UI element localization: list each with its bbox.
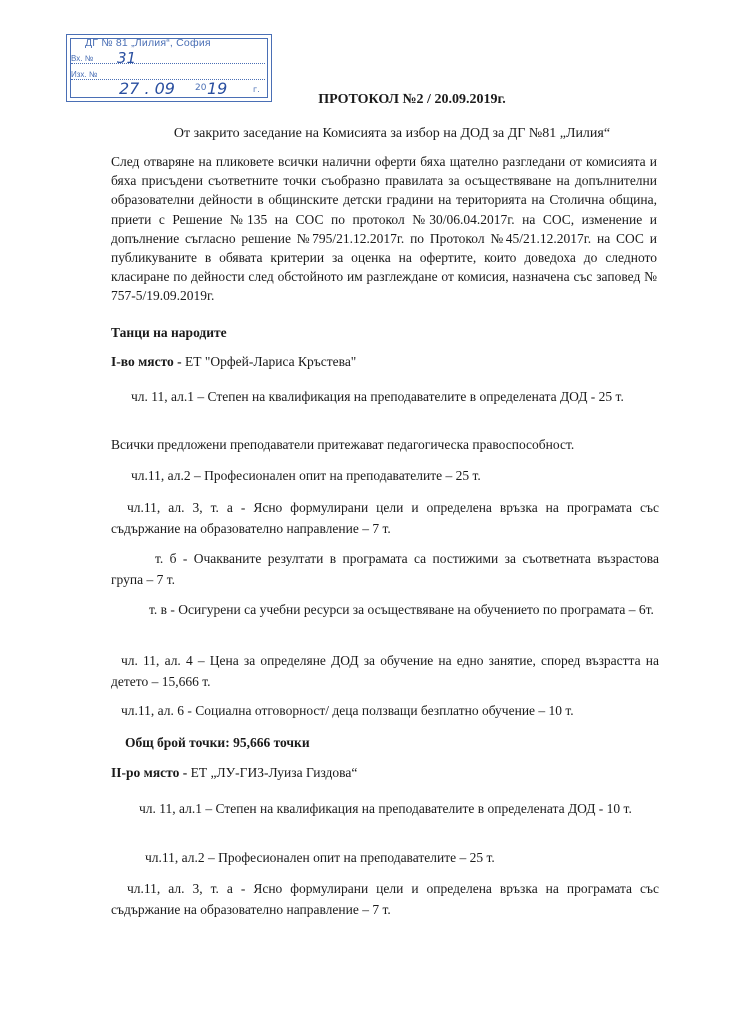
first-criterion-4: чл. 11, ал. 4 – Цена за определяне ДОД за обучение на едно занятие, според възрастта на детето – 15,666 т. — [111, 653, 659, 689]
second-criterion-2: чл.11, ал.2 – Професионален опит на преподавателите – 25 т. — [145, 850, 495, 865]
first-note: Всички предложени преподаватели притежават педагогическа правоспособност. — [111, 437, 575, 452]
document-title: ПРОТОКОЛ №2 / 20.09.2019г. — [318, 92, 506, 107]
stamp-year: 19 — [207, 79, 228, 98]
first-criterion-1: чл. 11, ал.1 – Степен на квалификация на преподавателите в определената ДОД - 25 т. — [131, 389, 624, 404]
first-total: Общ брой точки: 95,666 точки — [125, 735, 310, 750]
section-title: Танци на народите — [111, 325, 227, 340]
first-place-line — [111, 352, 659, 372]
first-criterion-3c: т. в - Осигурени са учебни ресурси за осъществяване на обучението по програмата – 6т. — [149, 602, 654, 617]
second-criterion-3a: чл.11, ал. 3, т. а - Ясно формулирани цели и определена връзка на програмата със съдържание на образователно направление – 7 т. — [111, 881, 659, 917]
second-criterion-1: чл. 11, ал.1 – Степен на квалификация на преподавателите в определената ДОД - 10 т. — [139, 801, 632, 816]
first-criterion-2: чл.11, ал.2 – Професионален опит на преподавателите – 25 т. — [131, 468, 481, 483]
first-criterion-3a: чл.11, ал. 3, т. а - Ясно формулирани цели и определена връзка на програмата със съдържание на образователно направление – 7 т. — [111, 500, 659, 536]
stamp-row-incoming — [71, 49, 265, 64]
stamp-incoming-number: 31 — [117, 49, 137, 67]
stamp-year-suffix: г. — [253, 85, 260, 94]
second-place-name: ЕТ „ЛУ-ГИЗ-Луиза Гиздова“ — [190, 765, 358, 780]
stamp-row-outgoing — [71, 65, 265, 80]
stamp-title: ДГ № 81 „Лилия“, София — [85, 37, 211, 49]
stamp-incoming-label: Вх. № — [71, 54, 94, 63]
first-criterion-6: чл.11, ал. 6 - Социална отговорност/ деца ползващи безплатно обучение – 10 т. — [121, 703, 574, 718]
document-subtitle: От закрито заседание на Комисията за избор на ДОД за ДГ №81 „Лилия“ — [173, 126, 611, 141]
intro-paragraph: След отваряне на пликовете всички налични оферти бяха щателно разгледани от комисията и бяха присъдени съответните точки съобразно правилата за осъществяване на допълнителни образователни дейности в общинските детски градини на територията на Столична община, приети с Решение №135 на СОС по протокол №30/06.04.2017г. на СОС, изменение и допълнение съгласно решение №795/21.12.2017г. по Протокол №45/21.12.2017г. на СОС и публикуваните в обявата критерии за оценка на офертите, които доведоха до следното класиране по дейности след обстойното им разглеждане от комисия, назначена със заповед № 757-5/19.09.2019г. — [111, 154, 657, 304]
first-place-name: ЕТ "Орфей-Лариса Кръстева" — [185, 354, 357, 369]
stamp-date: 27 . 09 — [119, 79, 175, 98]
stamp-year-prefix: 20 — [195, 83, 207, 93]
stamp-outgoing-label: Изх. № — [71, 70, 98, 79]
second-place-line — [111, 763, 659, 783]
first-place-label: I-во място - — [111, 354, 182, 369]
first-criterion-3b: т. б - Очакваните резултати в програмата са постижими за съответната възрастова група – 7 т. — [111, 551, 659, 587]
second-place-label: II-ро място - — [111, 765, 188, 780]
